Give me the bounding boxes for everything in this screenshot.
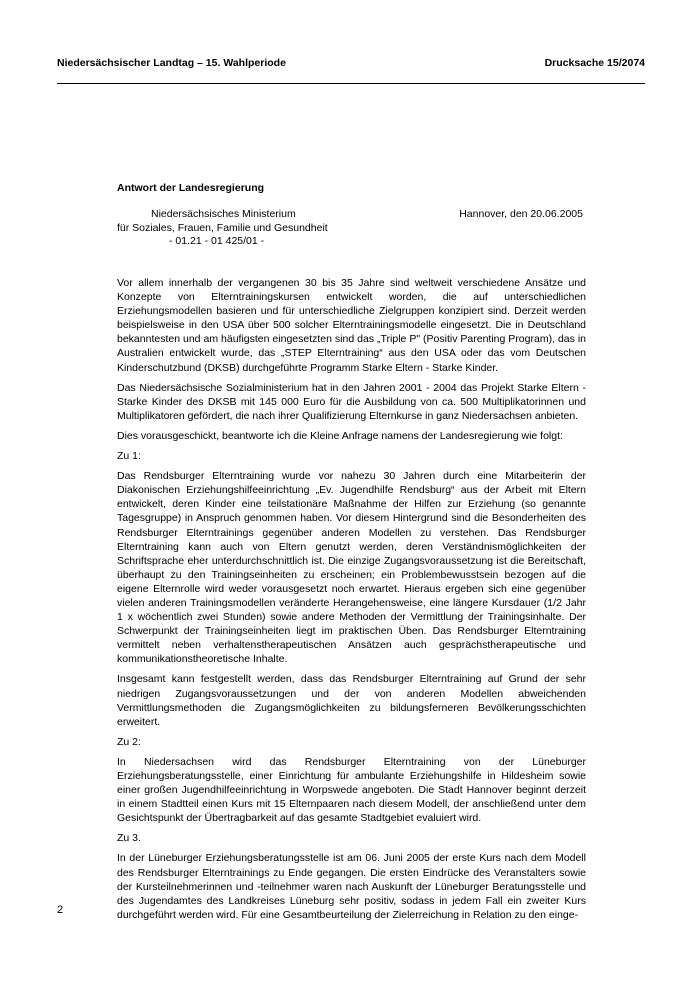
document-number: Drucksache 15/2074 — [544, 57, 645, 69]
paragraph-answer-2: In Niedersachsen wird das Rendsburger Elterntraining von der Lüneburger Erziehungsberatungsstelle, einer Einrichtung für ambulante Erziehungshilfe in Hildesheim sowie einer großen Jugendhilfeeinrichtung in Worpswede angeboten. Die Stadt Hannover beginnt derzeit in einem Stadtteil einen Kurs mit 15 Elternpaaren nach diesem Modell, der anschließend unter dem Gesichtspunkt der Übertragbarkeit auf das gesamte Stadtgebiet evaluiert wird. — [117, 755, 586, 825]
paragraph-answer-3: In der Lüneburger Erziehungsberatungsstelle ist am 06. Juni 2005 der erste Kurs nach dem Modell des Rendsburger Elterntrainings zu Ende gegangen. Die ersten Eindrücke des Veranstalters sowie der Kursteilnehmerinnen und -teilnehmer waren nach Auskunft der Lüneburger Beratungsstelle und des Jugendamtes des Landkreises Lüneburg sehr positiv, sodass in jedem Fall ein zweiter Kurs durchgeführt werden wird. Für eine Gesamtbeurteilung der Zielerreichung in Relation zu den einge- — [117, 852, 586, 921]
page-number: 2 — [57, 904, 64, 916]
heading-answer-1: Zu 1: — [117, 450, 141, 463]
paragraph-intro: Vor allem innerhalb der vergangenen 30 bis 35 Jahre sind weltweit verschiedene Ansätze und Konzepte von Elterntrainingskursen entwickelt worden, die auf unterschiedlichen Erziehungsmodellen basieren und für unterschiedliche Zielgruppen konzipiert sind. Derzeit werden beispielsweise in den USA über 500 solcher Elterntrainingsmodelle eingesetzt. Die in Deutschland bekanntesten und am häufigsten eingesetzten sind das „Triple P" (Positiv Parenting Program), das in Australien entwickelt wurde, das „STEP Elterntraining“ aus den USA oder das vom Deutschen Kinderschutzbund (DKSB) durchgeführte Programm Starke Eltern - Starke Kinder. — [117, 277, 586, 374]
heading-answer-3: Zu 3. — [117, 832, 141, 845]
place-date: Hannover, den 20.06.2005 — [459, 208, 583, 220]
paragraph-preface: Dies vorausgeschickt, beantworte ich die Kleine Anfrage namens der Landesregierung wie folgt: — [117, 429, 563, 442]
body-text — [117, 276, 586, 928]
paragraph-funding: Das Niedersächsische Sozialministerium hat in den Jahren 2001 - 2004 das Projekt Starke Eltern - Starke Kinder des DKSB mit 145 000 Euro für die Ausbildung von ca. 500 Multiplikatorinnen und Multiplikatoren gefördert, die nach ihrer Qualifizierung Elternkurse in ganz Niedersachsen anbieten. — [117, 381, 586, 422]
ministry-line-1: Niedersächsisches Ministerium — [151, 208, 296, 220]
ministry-block — [117, 208, 377, 249]
ministry-line-2: für Soziales, Frauen, Familie und Gesundheit — [117, 221, 328, 234]
ministry-reference: - 01.21 - 01 425/01 - — [169, 235, 265, 247]
paragraph-answer-1-summary: Insgesamt kann festgestellt werden, dass das Rendsburger Elterntraining auf Grund der sehr niedrigen Zugangsvoraussetzungen und der von anderen Modellen abweichenden Vermittlungsmethoden die Zugangsmöglichkeiten zu bildungsferneren Bevölkerungsschichten erweitert. — [117, 673, 586, 728]
heading-answer-2: Zu 2: — [117, 735, 141, 748]
paragraph-answer-1: Das Rendsburger Elterntraining wurde vor nahezu 30 Jahren durch eine Mitarbeiterin der Diakonischen Erziehungshilfeeinrichtung „Ev. Jugendhilfe Rendsburg“ aus der Arbeit mit Eltern entwickelt, deren Kinder eine teilstationäre Maßnahme der Hilfen zur Erziehung (so genannte Tagesgruppe) in Anspruch genommen haben. Vor diesem Hintergrund sind die Besonderheiten des Rendsburger Elterntrainings gegenüber anderen Modellen zu verstehen. Das Rendsburger Elterntraining kann auch von Eltern genutzt werden, deren Verständnismöglichkeiten der Schriftsprache eher unterdurchschnittlich ist. Die einzige Zugangsvoraussetzung ist die Bereitschaft, überhaupt zu den Trainingseinheiten zu erscheinen; ein Problembewusstsein bezogen auf die eigene Elternrolle wird weder vorausgesetzt noch erwartet. Hieraus ergeben sich eine gegenüber vielen anderen Trainingsmodellen veränderte Herangehensweise, eine längere Kursdauer (1/2 Jahr 1 x wöchentlich zwei Stunden) sowie andere Methoden der Vermittlung der Trainingsinhalte. Der Schwerpunkt der Trainingseinheiten liegt im praktischen Üben. Das Rendsburger Elterntraining vermittelt neben verhaltenstherapeutischen Ansätzen auch gesprächstherapeutische und kommunikationstheoretische Inhalte. — [117, 470, 586, 666]
section-title: Antwort der Landesregierung — [117, 182, 265, 194]
header-divider — [57, 83, 645, 84]
header-title: Niedersächsischer Landtag – 15. Wahlperiode — [57, 57, 286, 69]
